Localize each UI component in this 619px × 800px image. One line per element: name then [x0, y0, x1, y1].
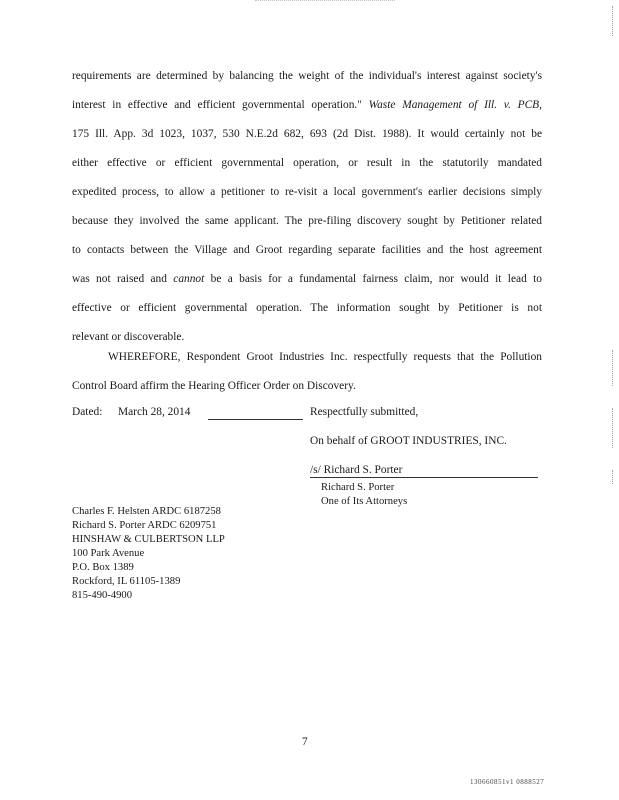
emphasis-word: cannot [173, 273, 205, 285]
counsel-line: 100 Park Avenue [72, 548, 145, 559]
counsel-line: Richard S. Porter ARDC 6209751 [72, 520, 217, 531]
body-line: WHEREFORE, Respondent Groot Industries Inc. respectfully requests that the Pollution [108, 351, 542, 363]
body-line: was not raised and cannot be a basis for a fundamental fairness claim, nor would it lead to [72, 273, 542, 285]
case-citation: Waste Management of Ill. v. PCB, [368, 99, 542, 111]
signature-line [310, 477, 538, 478]
body-line: 175 Ill. App. 3d 1023, 1037, 530 N.E.2d 682, 693 (2d Dist. 1988). It would certainly not be [72, 128, 542, 140]
body-line: Control Board affirm the Hearing Officer Order on Discovery. [72, 380, 356, 392]
body-paragraph [72, 62, 542, 352]
dated-label: Dated: [72, 406, 103, 418]
scan-edge-mark [612, 350, 615, 386]
counsel-block [72, 505, 225, 603]
wherefore-paragraph [72, 343, 542, 401]
signing-date: March 28, 2014 [118, 406, 191, 418]
document-code: 130660851v1 0888527 [470, 778, 545, 786]
counsel-phone: 815-490-4900 [72, 590, 133, 601]
body-line: requirements are determined by balancing the weight of the individual's interest against society's [72, 70, 542, 82]
body-line: to contacts between the Village and Groot regarding separate facilities and the host agreement [72, 244, 542, 256]
body-line: expedited process, to allow a petitioner to re-visit a local government's earlier decisions simply [72, 186, 542, 198]
counsel-line: P.O. Box 1389 [72, 562, 134, 573]
scan-artifact [255, 0, 395, 5]
page-number: 7 [302, 736, 308, 748]
respectfully-submitted: Respectfully submitted, [310, 406, 419, 418]
on-behalf-of: On behalf of GROOT INDUSTRIES, INC. [310, 435, 507, 447]
counsel-line: Charles F. Helsten ARDC 6187258 [72, 506, 221, 517]
body-line: relevant or discoverable. [72, 331, 185, 343]
counsel-line: Rockford, IL 61105-1389 [72, 576, 181, 587]
body-line: effective or efficient governmental operation. The information sought by Petitioner is not [72, 302, 542, 314]
scan-edge-mark [612, 470, 615, 484]
date-line [208, 419, 303, 420]
scan-edge-mark [612, 408, 615, 448]
body-line: because they involved the same applicant. The pre-filing discovery sought by Petitioner related [72, 215, 542, 227]
scan-edge-mark [612, 6, 615, 36]
body-line: either effective or efficient governmental operation, or result in the statutorily mandated [72, 157, 542, 169]
body-line: interest in effective and efficient governmental operation." Waste Management of Ill. v. PCB, [72, 99, 542, 111]
counsel-firm: HINSHAW & CULBERTSON LLP [72, 534, 225, 545]
signer-name: Richard S. Porter [321, 482, 395, 493]
signer-role: One of Its Attorneys [321, 496, 408, 507]
electronic-signature: /s/ Richard S. Porter [310, 464, 403, 476]
